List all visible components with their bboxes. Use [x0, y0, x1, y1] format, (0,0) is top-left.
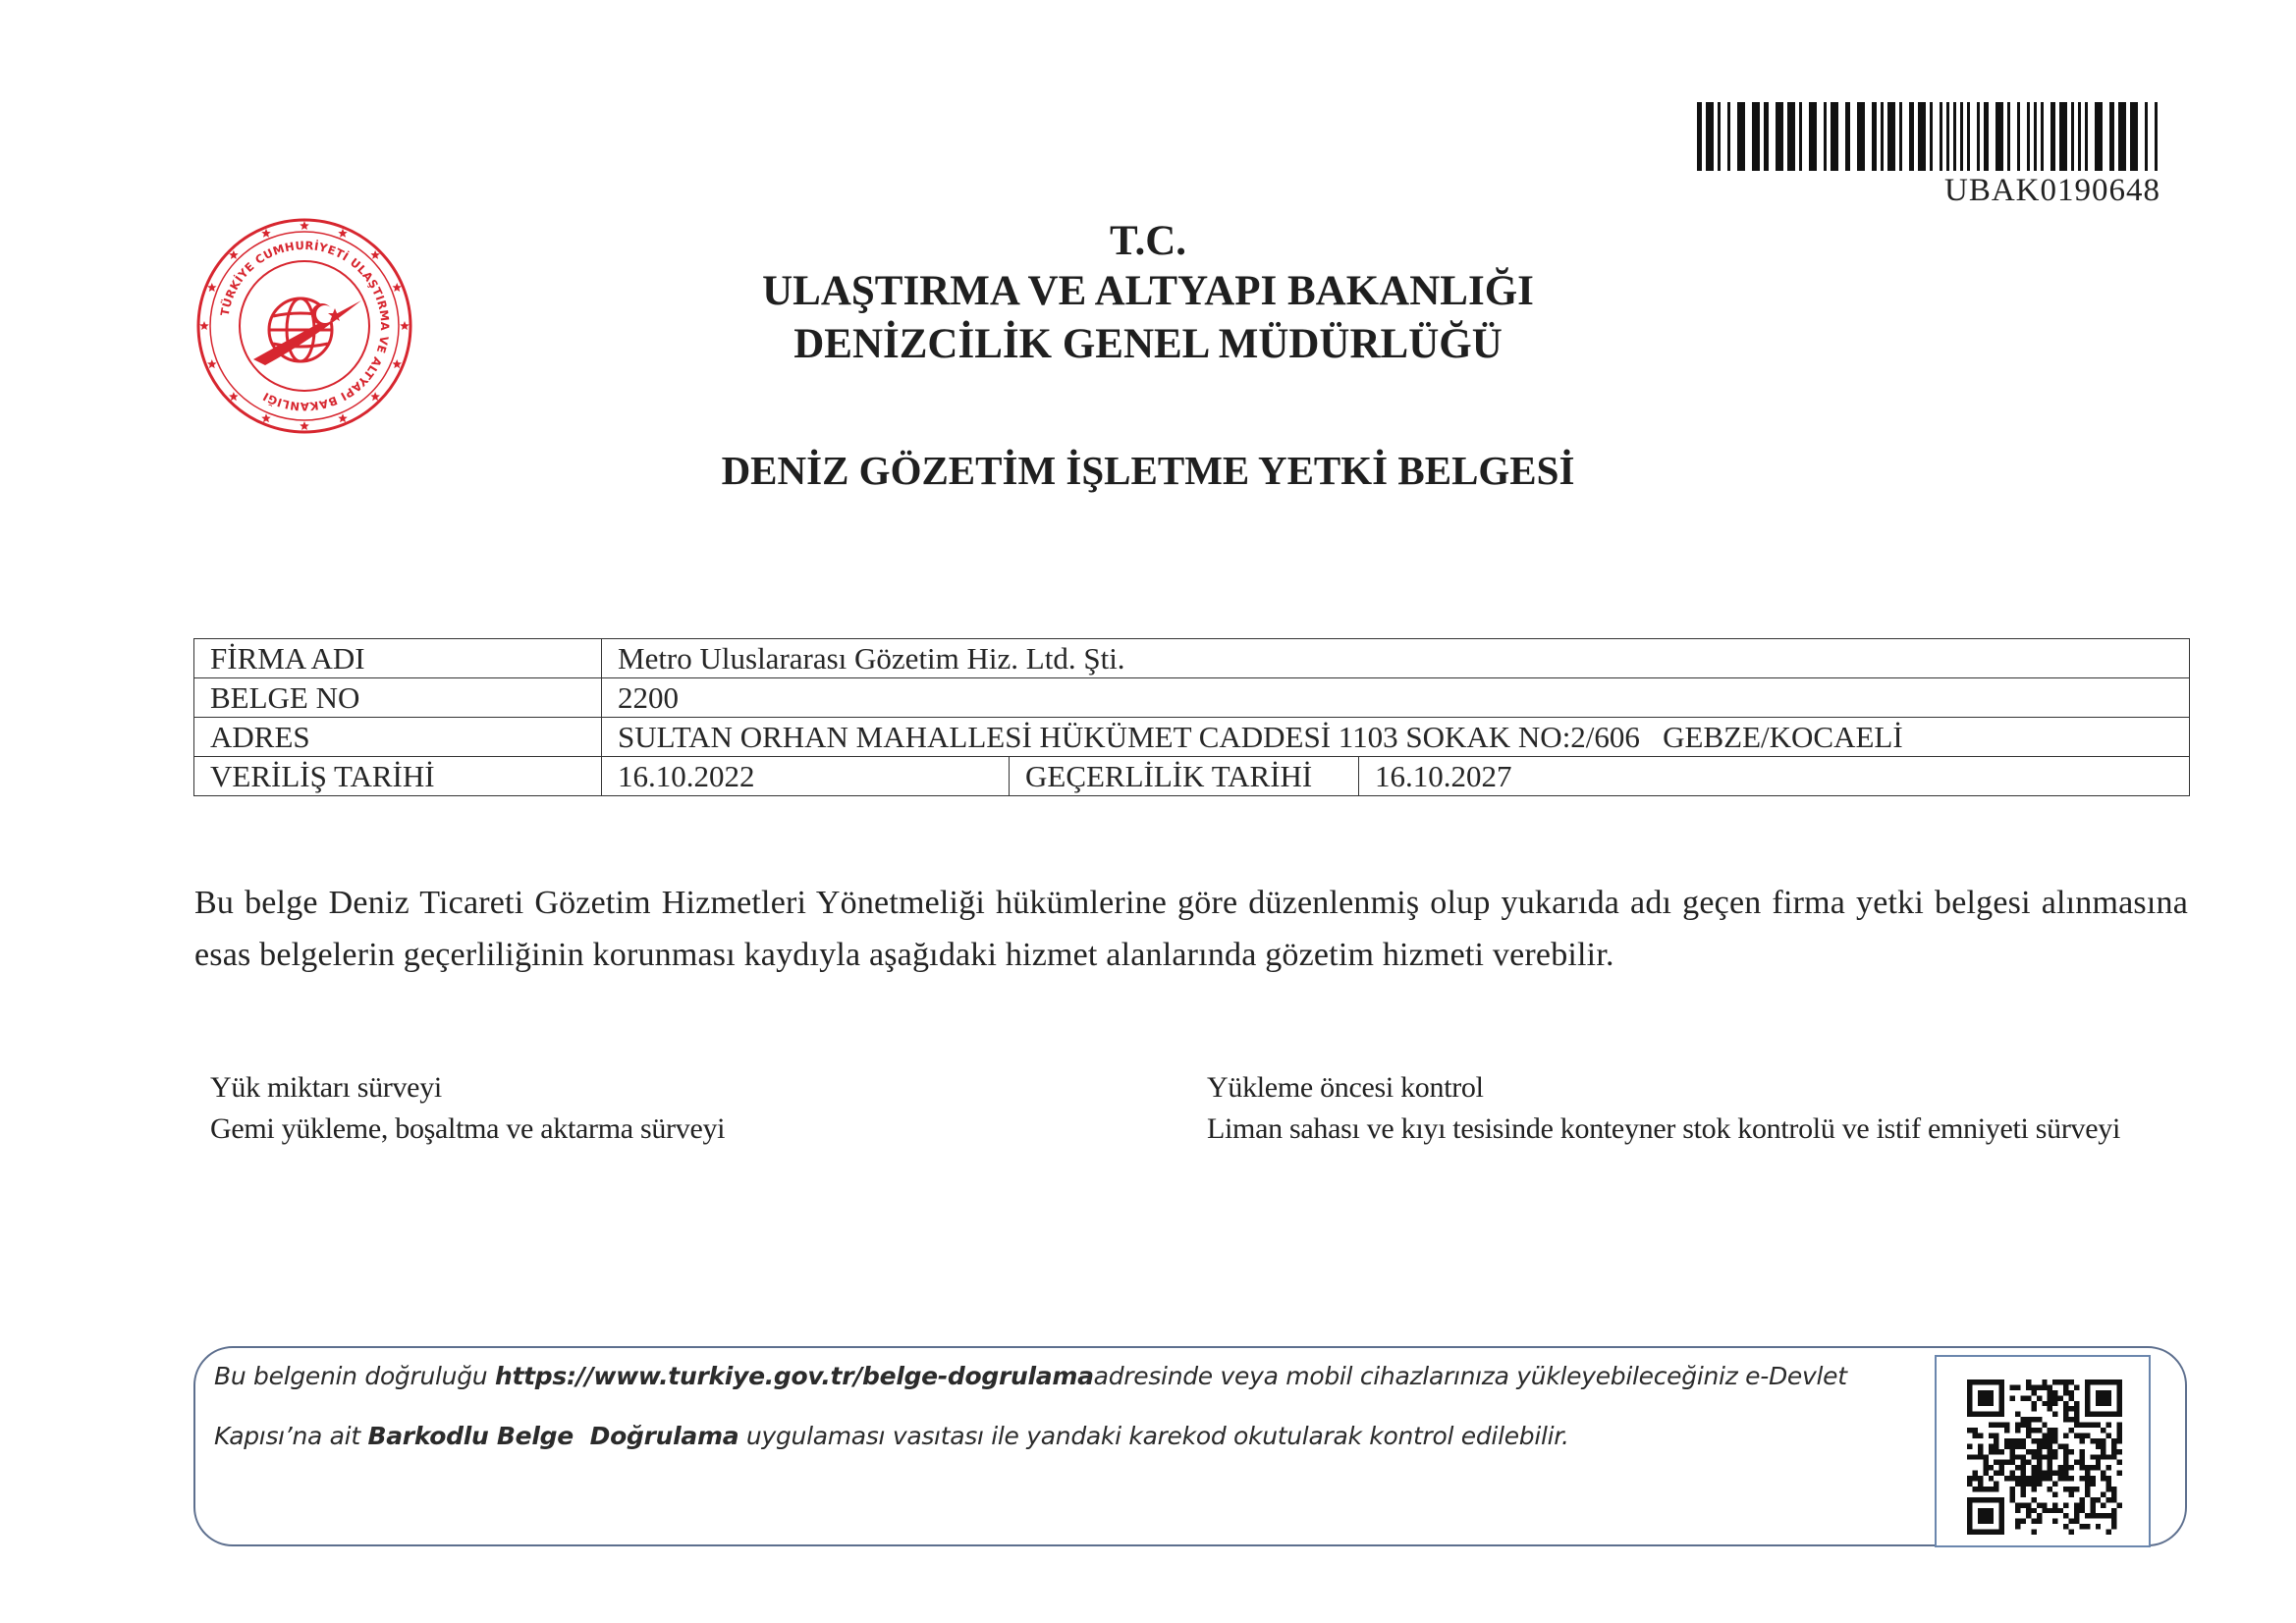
valid-date-label: GEÇERLİLİK TARİHİ: [1010, 757, 1359, 796]
document-title: DENİZ GÖZETİM İŞLETME YETKİ BELGESİ: [721, 448, 1575, 493]
services-left: [210, 1067, 1094, 1150]
header-ministry: ULAŞTIRMA VE ALTYAPI BAKANLIĞI: [762, 268, 1534, 314]
verification-app-name: Barkodlu Belge Doğrulama: [367, 1422, 739, 1450]
service-item: Liman sahası ve kıyı tesisinde konteyner stok kontrolü ve istif emniyeti sürveyi: [1207, 1112, 2120, 1145]
address-value: SULTAN ORHAN MAHALLESİ HÜKÜMET CADDESİ 1103 SOKAK NO:2/606 GEBZE/KOCAELİ: [602, 718, 2190, 757]
verification-text: uygulaması vasıtası ile yandaki karekod okutularak kontrol edilebilir.: [738, 1422, 1569, 1450]
barcode-number: UBAK0190648: [1943, 173, 2160, 208]
description-paragraph: Bu belge Deniz Ticareti Gözetim Hizmetleri Yönetmeliği hükümlerine göre düzenlenmiş olup yukarıda adı geçen firma yetki belgesi alınmasına esas belgelerin geçerliliğinin korunması kaydıyla aşağıdaki hizmet alanlarında gözetim hizmeti verebilir.: [194, 885, 2188, 973]
firm-label: FİRMA ADI: [194, 639, 602, 678]
verification-line-2: [214, 1422, 1569, 1450]
table-row-dates: [194, 757, 2190, 796]
issue-date-label: VERİLİŞ TARİHİ: [194, 757, 602, 796]
certificate-info-table: [193, 638, 2190, 796]
firm-value: Metro Uluslararası Gözetim Hiz. Ltd. Şti.: [602, 639, 2190, 678]
service-item: Yük miktarı sürveyi: [210, 1071, 442, 1104]
header-directorate: DENİZCİLİK GENEL MÜDÜRLÜĞÜ: [793, 321, 1503, 367]
header-tc: T.C.: [1109, 218, 1187, 264]
issue-date-value: 16.10.2022: [602, 757, 1010, 796]
service-item: Yükleme öncesi kontrol: [1207, 1071, 1484, 1104]
service-item: Gemi yükleme, boşaltma ve aktarma sürveyi: [210, 1112, 726, 1145]
cert-no-value: 2200: [602, 678, 2190, 718]
seal-text: TÜRKİYE CUMHURİYETİ ULAŞTIRMA VE ALTYAPI BAKANLIĞI: [217, 238, 393, 414]
verification-text: Bu belgenin doğruluğu: [214, 1362, 495, 1390]
table-row-firm: [194, 639, 2190, 678]
cert-no-label: BELGE NO: [194, 678, 602, 718]
verification-text: adresinde veya mobil cihazlarınıza yükleyebileceğiniz e-Devlet: [1093, 1362, 1847, 1390]
verification-text: Kapısı’na ait: [214, 1422, 368, 1450]
verification-line-1: [214, 1362, 1847, 1390]
valid-date-value: 16.10.2027: [1359, 757, 2190, 796]
verification-url-link[interactable]: https://www.turkiye.gov.tr/belge-dogrulama: [494, 1362, 1094, 1390]
barcode: [1697, 102, 2160, 171]
table-row-cert-no: [194, 678, 2190, 718]
services-right: [1207, 1067, 2189, 1150]
table-row-address: [194, 718, 2190, 757]
qr-code: [1967, 1380, 2122, 1535]
address-label: ADRES: [194, 718, 602, 757]
